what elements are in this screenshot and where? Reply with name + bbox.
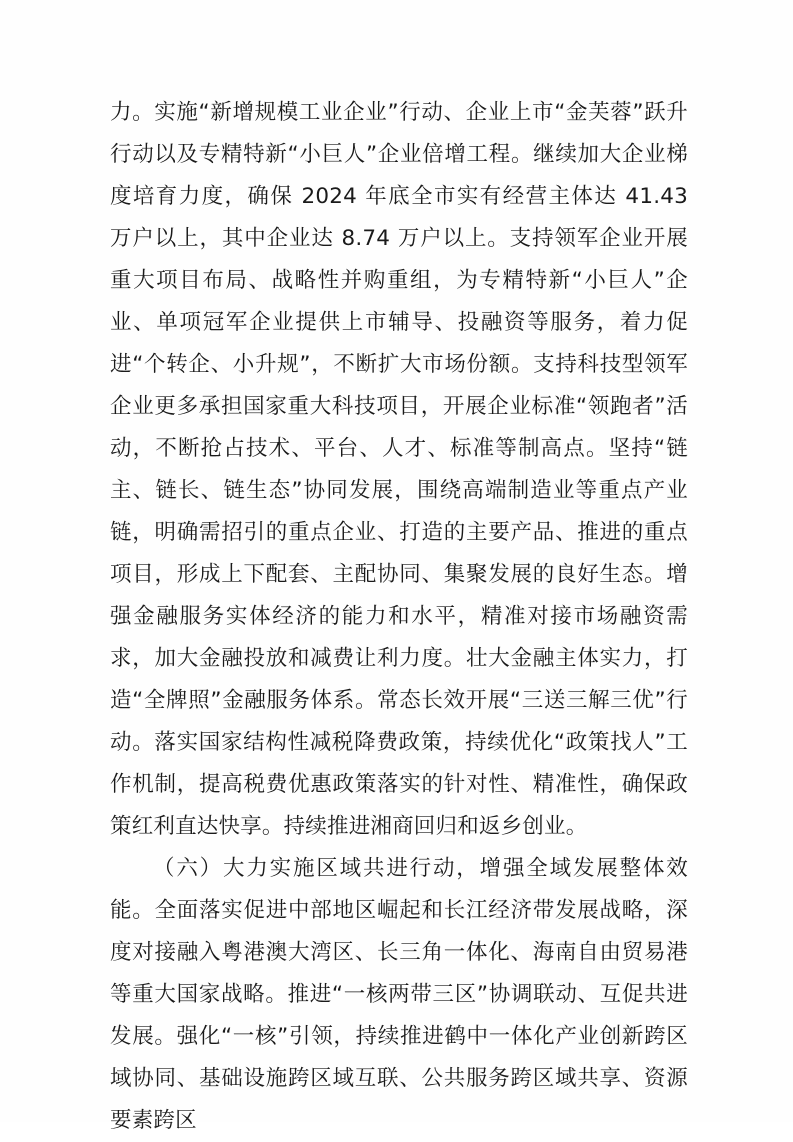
paragraph-1: 力。实施“新增规模工业企业”行动、企业上市“金芙蓉”跃升行动以及专精特新“小巨人”企业倍增工程。继续加大企业梯度培育力度，确保 2024 年底全市实有经营主体达 41.43 万户以上，其中企业达 8.74 万户以上。支持领军企业开展重大项目布局、战略性并购重组，为专精特新“小巨人”企业、单项冠军企业提供上市辅导、投融资等服务，着力促进“个转企、小升规”，不断扩大市场份额。支持科技型领军企业更多承担国家重大科技项目，开展企业标准“领跑者”活动，不断抢占技术、平台、人才、标准等制高点。坚持“链主、链长、链生态”协同发展，围绕高端制造业等重点产业链，明确需招引的重点企业、打造的主要产品、推进的重点项目，形成上下配套、主配协同、集聚发展的良好生态。增强金融服务实体经济的能力和水平，精准对接市场融资需求，加大金融投放和减费让利力度。壮大金融主体实力，打造“全牌照”金融服务体系。常态长效开展“三送三解三优”行动。落实国家结构性减税降费政策，持续优化“政策找人”工作机制，提高税费优惠政策落实的针对性、精准性，确保政策红利直达快享。持续推进湘商回归和返乡创业。: [110, 100, 688, 839]
paragraph-2: （六）大力实施区域共进行动，增强全域发展整体效能。全面落实促进中部地区崛起和长江经济带发展战略，深度对接融入粤港澳大湾区、长三角一体化、海南自由贸易港等重大国家战略。推进“一核两带三区”协调联动、互促共进发展。强化“一核”引领，持续推进鹤中一体化产业创新跨区域协同、基础设施跨区域互联、公共服务跨区域共享、资源要素跨区: [110, 856, 688, 1133]
page-body: [110, 92, 688, 1142]
